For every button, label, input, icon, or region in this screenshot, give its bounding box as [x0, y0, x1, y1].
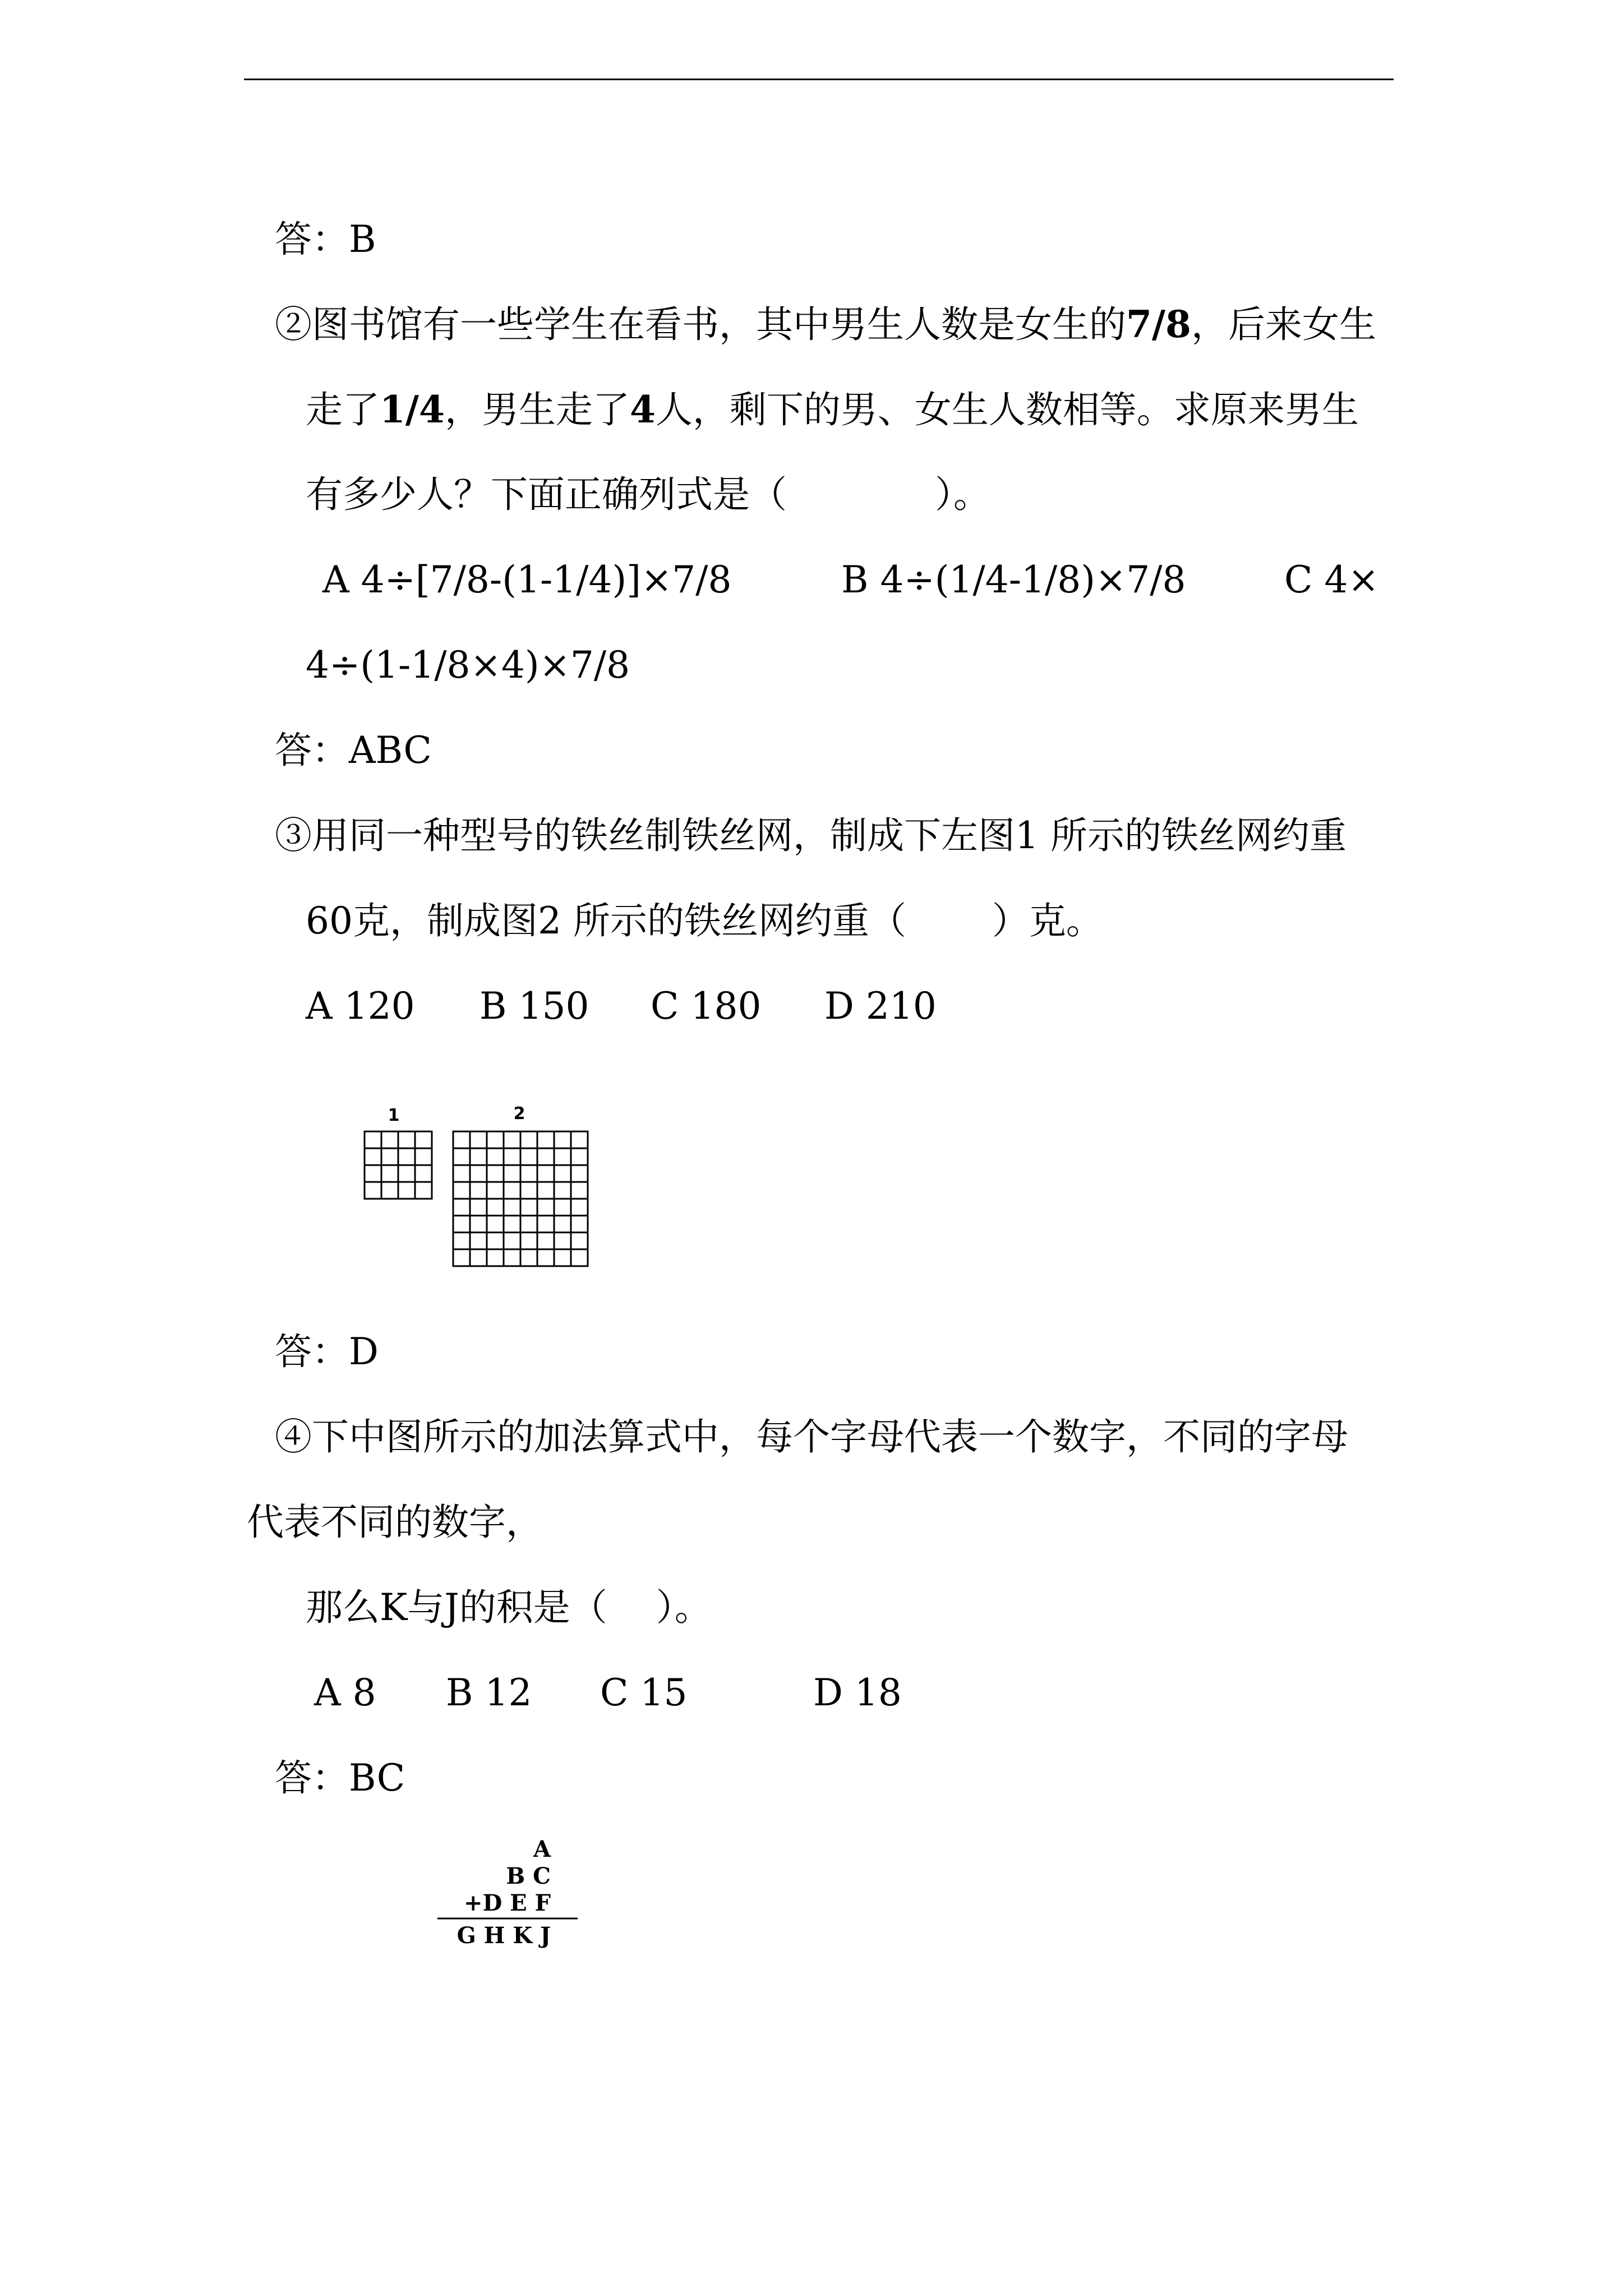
equation-row-3: +D E F — [464, 1890, 551, 1916]
grid-figure-2 — [453, 1131, 588, 1266]
q3-option-c: C 180 — [651, 984, 762, 1028]
equation-row-1: A — [533, 1836, 551, 1862]
q2-option-c-start: C 4× — [1284, 558, 1379, 601]
header-rule — [244, 79, 1394, 80]
grid-figure-1 — [365, 1131, 432, 1199]
q4-line-3: 那么K与J的积是（ ）。 — [306, 1586, 712, 1629]
q4-answer: 答：BC — [275, 1756, 405, 1800]
equation-row-4: G H K J — [457, 1922, 551, 1949]
q4-option-b: B 12 — [446, 1671, 532, 1714]
q3-line-2: 60克，制成图2 所示的铁丝网约重（ ）克。 — [306, 899, 1103, 942]
answer-1: 答：B — [275, 218, 376, 261]
q2-line-2: 走了1/4，男生走了4人，剩下的男、女生人数相等。求原来男生 — [306, 388, 1359, 431]
q4-option-a: A 8 — [314, 1671, 376, 1714]
wire-mesh-figure — [359, 1102, 594, 1271]
figure-1-label: 1 — [388, 1106, 400, 1125]
q3-answer: 答：D — [275, 1330, 379, 1373]
q2-option-a: A 4÷[7/8-(1-1/4)]×7/8 — [322, 558, 732, 601]
q2-option-b: B 4÷(1/4-1/8)×7/8 — [841, 558, 1186, 601]
addition-equation-figure — [432, 1834, 583, 1952]
q2-answer: 答：ABC — [275, 729, 432, 772]
figure-2-label: 2 — [513, 1104, 525, 1124]
q4-option-c: C 15 — [600, 1671, 688, 1714]
q2-line-3: 有多少人？下面正确列式是（ ）。 — [306, 473, 990, 516]
q3-option-d: D 210 — [824, 984, 937, 1028]
q3-option-b: B 150 — [479, 984, 589, 1028]
q2-line-1: ②图书馆有一些学生在看书，其中男生人数是女生的7/8，后来女生 — [275, 302, 1376, 346]
q2-option-c-end: 4÷(1-1/8×4)×7/8 — [306, 643, 630, 687]
q4-line-1: ④下中图所示的加法算式中，每个字母代表一个数字，不同的字母 — [275, 1415, 1348, 1458]
equation-row-2: B C — [506, 1863, 551, 1889]
q3-option-a: A 120 — [306, 984, 415, 1028]
q3-line-1: ③用同一种型号的铁丝制铁丝网，制成下左图1 所示的铁丝网约重 — [275, 814, 1347, 857]
q4-line-2: 代表不同的数字， — [247, 1501, 543, 1544]
q4-option-d: D 18 — [813, 1671, 902, 1714]
